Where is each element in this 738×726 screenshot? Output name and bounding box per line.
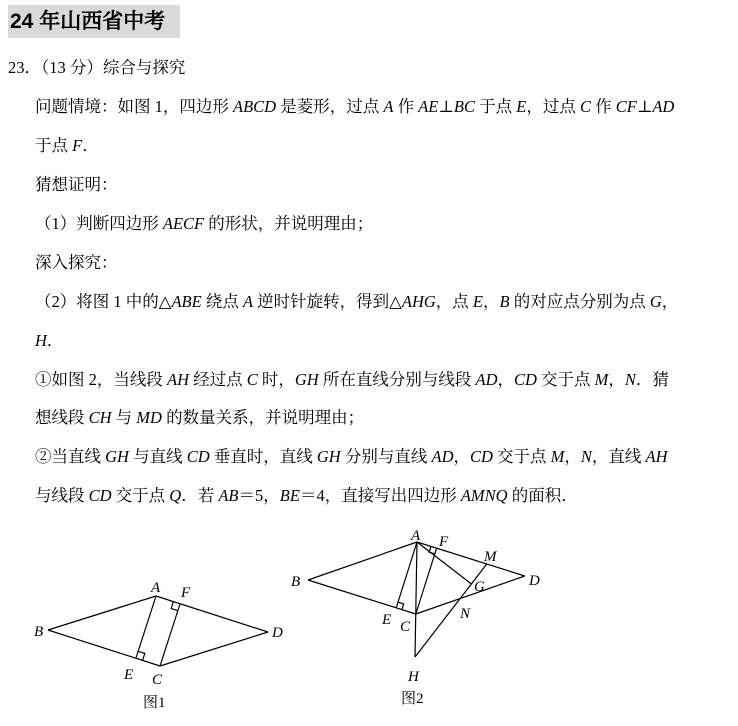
point-label-f: F [439,534,449,550]
point-label-c: C [152,672,163,688]
problem-line: 于点 F． [35,136,99,155]
figure-2-caption: 图2 [401,691,424,707]
point-label-b: B [291,574,301,590]
page-title: 24 年山西省中考 [8,5,180,38]
segment-dc [416,576,525,614]
figure-1 [34,580,283,711]
segment-ah [415,542,417,657]
point-label-g: G [474,579,485,595]
figure-2 [291,528,540,707]
point-label-a: A [151,580,161,596]
problem-line: 深入探究： [35,253,118,272]
point-label-h: H [408,669,419,685]
point-label-d: D [272,625,283,641]
problem-line: 问题情境：如图 1，四边形 ABCD 是菱形，过点 A 作 AE⊥BC 于点 E，过点 C 作 CF⊥AD [35,97,675,116]
point-label-b: B [34,624,44,640]
segment-ab [48,596,156,630]
problem-heading: 23．（13 分）综合与探究 [8,58,186,77]
problem-line: 猜想证明： [35,175,118,194]
segment-ae [136,596,156,658]
point-label-n: N [460,606,471,622]
problem-line: 与线段 CD 交于点 Q．若 AB＝5，BE＝4，直接写出四边形 AMNQ 的面积． [35,486,578,505]
problem-line: （2）将图 1 中的△ABE 绕点 A 逆时针旋转，得到△AHG，点 E，B 的对应点分别为点 G， [35,292,679,311]
problem-line: H． [35,331,64,350]
point-label-a: A [411,528,421,544]
point-label-e: E [382,612,392,628]
problem-line: 想线段 CH 与 MD 的数量关系，并说明理由； [35,408,365,427]
figure-1-caption: 图1 [143,695,166,711]
point-label-m: M [484,549,497,565]
segment-ab [308,542,417,580]
segment-cf [160,604,180,666]
segment-ae [396,542,417,608]
problem-line: ①如图 2，当线段 AH 经过点 C 时，GH 所在直线分别与线段 AD，CD 交于点 M，N．猜 [35,370,669,389]
segment-cf [416,548,437,614]
problem-line: ②当直线 GH 与直线 CD 垂直时，直线 GH 分别与直线 AD，CD 交于点 M，N，直线 AH [35,447,668,466]
point-label-e: E [124,667,134,683]
segment-dc [160,632,268,666]
point-label-f: F [181,585,191,601]
point-label-d: D [529,573,540,589]
point-label-c: C [400,619,411,635]
problem-line: （1）判断四边形 AECF 的形状，并说明理由； [35,214,374,233]
